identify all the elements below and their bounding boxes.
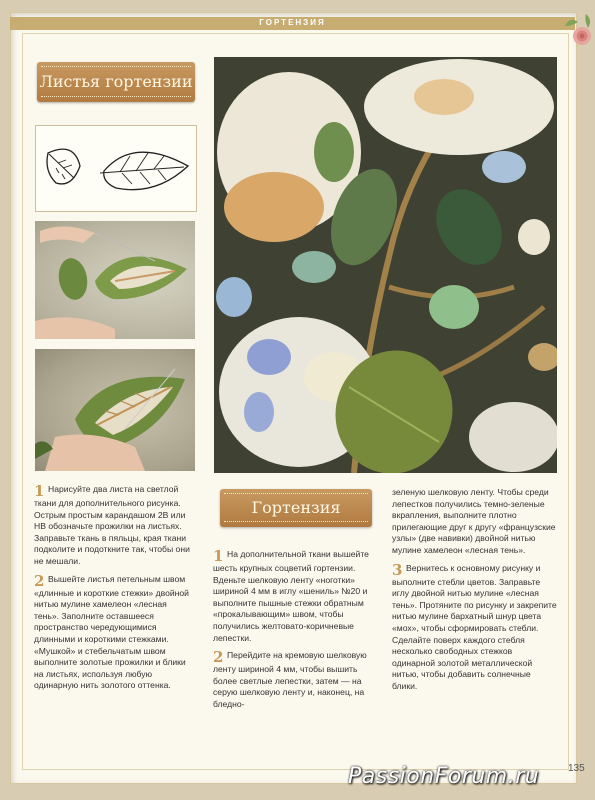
leaf-embroidery-photo-2: [35, 349, 195, 471]
header-bar: [10, 17, 575, 30]
step-text: На дополнительной ткани вышейте шесть крупных соцветий гортензии. Вденьте шелковую ленту «ноготки» шириной 4 мм в иглу «шениль» №20 и выполните пышные стежки обратным «прокалывающим» швом, чтобы получились желтовато-коричневые лепестки.: [213, 549, 369, 643]
step-3-hydrangea: [392, 560, 557, 693]
leaf-outline-icon: [36, 126, 196, 211]
step-text: Перейдите на кремовую шелковую ленту шириной 4 мм, чтобы вышить более светлые лепестки, затем — на серую шелковую ленту и, наконец, на бледно-: [213, 650, 367, 709]
leaf-diagram: [35, 125, 197, 212]
step-number: 1: [213, 547, 224, 565]
step-text: Вернитесь к основному рисунку и выполните стебли цветов. Заправьте иглу двойной нитью мулине «лесная тень». Протяните по рисунку и закрепите нитью мулине бархатный шнур цвета «мох», чтобы сформировать стебли. Сделайте поверх каждого стебля несколько свободных стежков одинарной золотой металлической нитью, чтобы добавить солнечные блики.: [392, 562, 557, 691]
step-number: 2: [213, 648, 224, 667]
step-2-hydrangea: [213, 650, 373, 710]
column-hydrangea-instructions: [213, 549, 373, 717]
column-hydrangea-continued: [392, 487, 557, 699]
step-text: Вышейте листья петельным швом «длинные и короткие стежки» двойной нитью мулине хамелеон «лесная тень». Заполните оставшееся пространство чередующимися длинными и короткими стежками. «Мушкой» и стебельчатым швом выполните золотые прожилки и блики на листьях, используя любую одинарную нить золотого оттенка.: [34, 573, 189, 691]
step-1-hydrangea: [213, 549, 373, 644]
column-leaves-instructions: [34, 484, 194, 698]
page-header-title: ГОРТЕНЗИЯ: [259, 18, 326, 27]
step-2-leaves: [34, 571, 194, 692]
section-title-hydrangea: Гортензия: [220, 489, 372, 527]
step-1-leaves: [34, 484, 194, 568]
step-number: 1: [34, 482, 45, 500]
step-2-continuation: зеленую шелковую ленту. Чтобы среди лепестков получились темно-зеленые вкрапления, выполните плотно прилегающие друг к другу «французские узлы» (две навивки) двойной нитью мулине хамелеон «лесная тень».: [392, 487, 556, 555]
step-text: Нарисуйте два листа на светлой ткани для дополнительного рисунка. Острым простым карандашом 2В или НВ обозначьте прожилки на листьях. Заправьте ткань в пяльцы, края ткани подколите и подоткните так, чтобы они не мешали.: [34, 484, 190, 566]
leaf-embroidery-photo-1: [35, 221, 195, 339]
watermark: PassionForum.ru: [348, 764, 540, 789]
section-title-leaves: Листья гортензии: [37, 62, 195, 102]
step-number: 3: [392, 560, 403, 579]
hydrangea-embroidery-photo: [214, 57, 557, 473]
rose-corner-icon: [560, 8, 595, 53]
page-number: 135: [568, 763, 585, 774]
step-number: 2: [34, 571, 45, 590]
